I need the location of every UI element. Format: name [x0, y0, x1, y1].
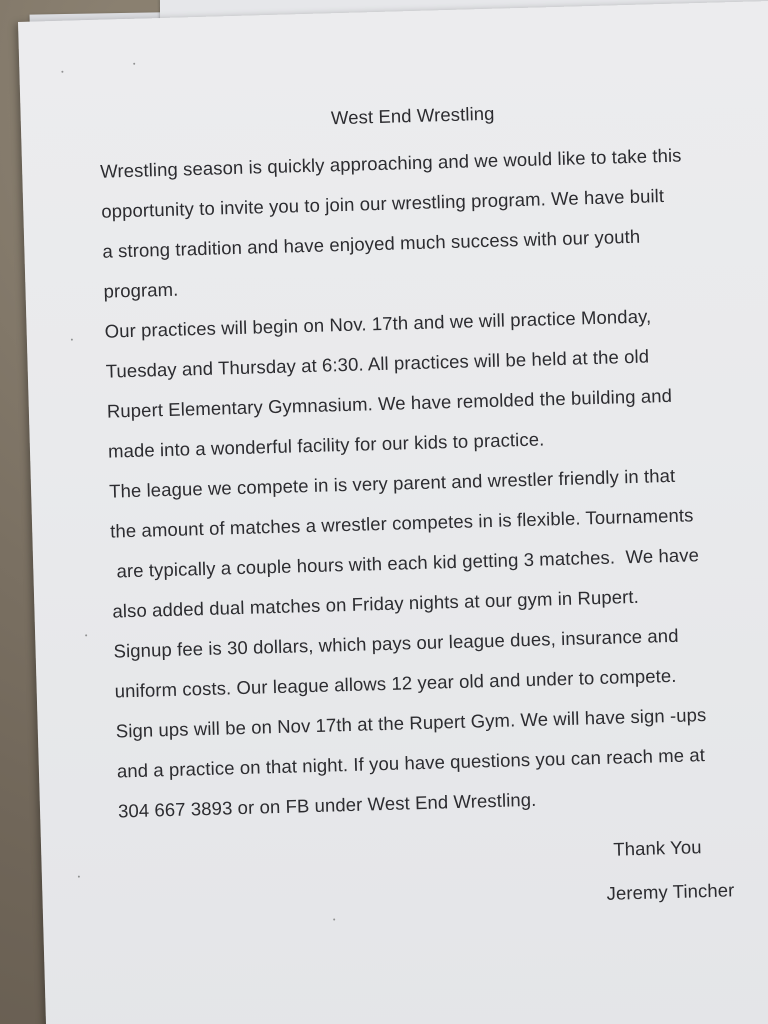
letter-body	[100, 133, 768, 831]
body-line: are typically a couple hours with each kid getting 3 matches. We have	[111, 544, 700, 582]
body-line: the amount of matches a wrestler competes in is flexible. Tournaments	[109, 504, 694, 542]
body-line: Wrestling season is quickly approaching and we would like to take this	[99, 144, 682, 182]
paper-speck	[85, 634, 87, 636]
letter-paper	[18, 0, 768, 1024]
letter-closing	[119, 823, 768, 929]
closing-phrase: Thank You	[613, 836, 702, 860]
paper-speck	[78, 876, 80, 878]
letter-title: West End Wrestling	[330, 102, 495, 129]
body-line: The league we compete in is very parent and wrestler friendly in that	[108, 464, 676, 502]
body-line: made into a wonderful facility for our kids to practice.	[107, 428, 545, 462]
body-line: program.	[103, 278, 179, 302]
body-line: Our practices will begin on Nov. 17th and we will practice Monday,	[104, 305, 652, 342]
body-line: Sign ups will be on Nov 17th at the Rupert Gym. We will have sign -ups	[115, 704, 707, 742]
body-line: and a practice on that night. If you have questions you can reach me at	[116, 744, 706, 782]
body-line: Tuesday and Thursday at 6:30. All practices will be held at the old	[105, 345, 650, 382]
paper-speck	[71, 339, 73, 341]
body-line: opportunity to invite you to join our wrestling program. We have built	[101, 185, 665, 222]
letter-content	[98, 91, 768, 929]
signer-name: Jeremy Tincher	[606, 879, 735, 904]
body-line: also added dual matches on Friday nights at our gym in Rupert.	[112, 585, 640, 622]
body-line: a strong tradition and have enjoyed much success with our youth	[102, 225, 641, 262]
paper-speck	[133, 63, 135, 65]
body-line: Signup fee is 30 dollars, which pays our league dues, insurance and	[113, 624, 679, 662]
paper-speck	[61, 71, 63, 73]
body-line: 304 667 3893 or on FB under West End Wrestling.	[117, 788, 537, 822]
body-line: Rupert Elementary Gymnasium. We have remolded the building and	[106, 384, 673, 422]
body-line: uniform costs. Our league allows 12 year old and under to compete.	[114, 664, 677, 702]
